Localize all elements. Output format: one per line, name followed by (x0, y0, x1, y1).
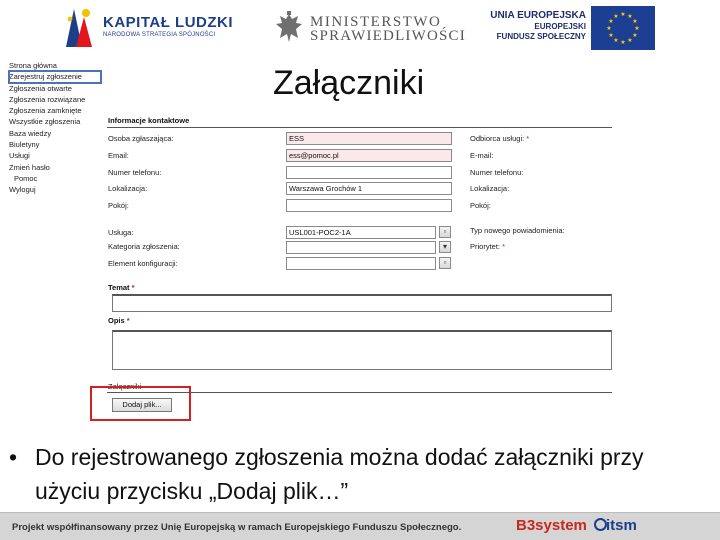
location-label: Lokalizacja: (108, 184, 148, 193)
kapital-ludzki-title: KAPITAŁ LUDZKI (103, 14, 234, 31)
recipient-location-label: Lokalizacja: (470, 184, 510, 193)
priority-label: Priorytet: * (470, 242, 506, 251)
config-picker-icon[interactable]: ▫ (439, 257, 451, 269)
svg-text:★: ★ (627, 13, 633, 20)
nav-item-resolved-tickets[interactable]: Zgłoszenia rozwiązane (9, 94, 86, 104)
nav-item-home[interactable]: Strona główna (9, 61, 57, 70)
config-item-label: Element konfiguracji: (108, 259, 178, 268)
eu-title-line2: EUROPEJSKI (534, 22, 586, 31)
event-type-label: Typ nowego powiadomienia: (470, 226, 565, 235)
nav-item-closed-tickets[interactable]: Zgłoszenia zamknięte (9, 106, 82, 116)
room-field[interactable] (286, 199, 452, 212)
recipient-phone-label: Numer telefonu: (470, 168, 524, 177)
kapital-ludzki-subtitle: NARODOWA STRATEGIA SPÓJNOŚCI (103, 32, 216, 38)
subject-label: Temat * (108, 283, 135, 292)
nav-item-register-ticket[interactable]: Zarejestruj zgłoszenie (9, 71, 101, 82)
subject-input[interactable] (112, 294, 612, 312)
nav-item-knowledge-base[interactable]: Baza wiedzy (9, 128, 52, 138)
eu-title-line3: FUNDUSZ SPOŁECZNY (496, 32, 586, 41)
svg-text:★: ★ (620, 39, 626, 46)
kapital-ludzki-logo-icon (64, 5, 96, 49)
b3system-logo: B3system (516, 517, 587, 534)
attachments-label: Załączniki (108, 382, 142, 391)
requester-field[interactable]: ESS (286, 132, 452, 145)
service-label: Usługa: (108, 228, 134, 237)
ministry-title-line1: MINISTERSTWO (310, 14, 442, 30)
svg-text:★: ★ (620, 11, 626, 18)
bullet-icon: • (9, 444, 18, 470)
header-banner (0, 0, 720, 60)
room-label: Pokój: (108, 201, 129, 210)
nav-item-help[interactable]: Pomoc (14, 173, 38, 183)
phone-label: Numer telefonu: (108, 168, 162, 177)
category-select[interactable] (286, 241, 436, 254)
eu-title-line1: UNIA EUROPEJSKA (490, 10, 586, 21)
chevron-down-icon[interactable]: ▾ (439, 241, 451, 253)
phone-field[interactable] (286, 166, 452, 179)
eu-flag-icon (591, 6, 655, 50)
footer-text: Projekt współfinansowany przez Unię Europejską w ramach Europejskiego Funduszu Społecznego. (12, 522, 462, 533)
svg-text:★: ★ (627, 37, 633, 44)
itsm-logo: itsm (606, 517, 637, 534)
footer (0, 512, 720, 540)
eagle-emblem-icon (274, 10, 304, 46)
contact-section-heading: Informacje kontaktowe (108, 116, 190, 125)
nav-item-bulletins[interactable]: Biuletyny (9, 140, 40, 150)
recipient-label: Odbiorca usługi: * (470, 134, 530, 143)
nav-item-all-tickets[interactable]: Wszystkie zgłoszenia (9, 117, 81, 127)
recipient-email-label: E-mail: (470, 151, 494, 160)
category-label: Kategoria zgłoszenia: (108, 242, 180, 251)
svg-text:★: ★ (632, 32, 638, 39)
email-label: Email: (108, 151, 129, 160)
nav-item-services[interactable]: Usługi (9, 151, 30, 161)
slide-title: Załączniki (273, 64, 425, 102)
recipient-room-label: Pokój: (470, 201, 491, 210)
config-item-field[interactable] (286, 257, 436, 270)
svg-text:★: ★ (606, 25, 612, 32)
contact-section-divider (107, 127, 612, 128)
nav-item-open-tickets[interactable]: Zgłoszenia otwarte (9, 83, 72, 93)
svg-text:★: ★ (634, 25, 640, 32)
add-file-highlight-box (90, 386, 191, 421)
svg-text:★: ★ (632, 18, 638, 25)
service-picker-icon[interactable]: ▫ (439, 226, 451, 238)
requester-label: Osoba zgłaszająca: (108, 134, 174, 143)
ministry-title-line2: SPRAWIEDLIWOŚCI (310, 28, 466, 44)
svg-text:★: ★ (608, 18, 614, 25)
left-navigation (9, 60, 101, 196)
location-field[interactable]: Warszawa Grochów 1 (286, 182, 452, 195)
svg-text:★: ★ (613, 37, 619, 44)
service-field[interactable]: USL001-POC2-1A (286, 226, 436, 239)
description-label: Opis * (108, 316, 130, 325)
bullet-text: Do rejestrowanego zgłoszenia można dodać załączniki przy użyciu przycisku „Dodaj plik…” (35, 444, 644, 504)
description-textarea[interactable] (112, 330, 612, 370)
add-file-button[interactable]: Dodaj plik... (112, 398, 172, 412)
nav-item-change-password[interactable]: Zmień hasło (9, 162, 50, 172)
svg-text:★: ★ (613, 13, 619, 20)
nav-item-logout[interactable]: Wyloguj (9, 185, 36, 195)
email-field[interactable]: ess@pomoc.pl (286, 149, 452, 162)
svg-text:★: ★ (608, 32, 614, 39)
